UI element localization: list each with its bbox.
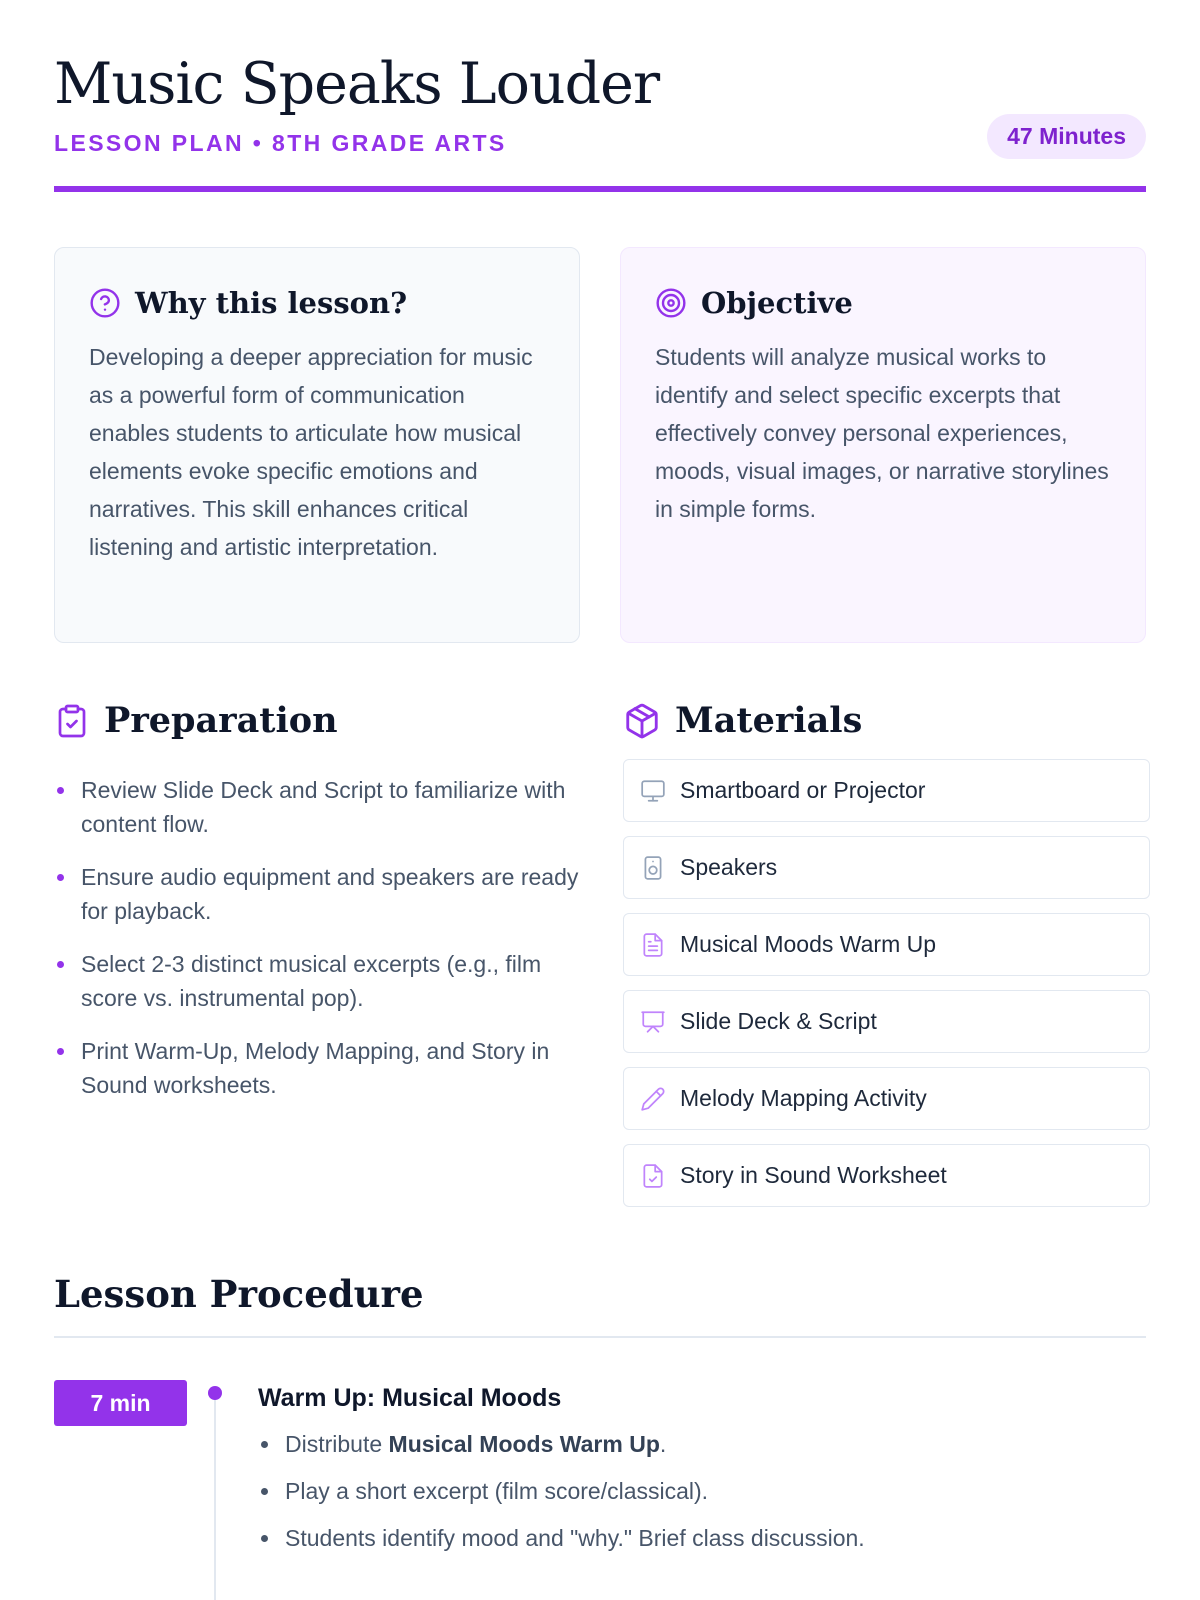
list-item-bold: Musical Moods Warm Up [388,1431,660,1457]
help-circle-icon [89,287,121,319]
page-title: Music Speaks Louder [54,51,660,117]
clipboard-check-icon [54,702,90,740]
step-list [258,1427,1146,1555]
file-check-icon [640,1163,666,1189]
material-label: Story in Sound Worksheet [680,1162,947,1188]
package-icon [623,702,661,740]
material-label: Slide Deck & Script [680,1008,877,1034]
procedure-title: Lesson Procedure [54,1272,1146,1338]
material-item [623,1144,1150,1207]
materials-title: Materials [675,700,863,741]
materials-section [623,700,1150,1221]
step-time-badge: 7 min [54,1380,187,1426]
preparation-section [54,700,584,1121]
monitor-icon [640,778,666,804]
page-subtitle: LESSON PLAN • 8TH GRADE ARTS [54,130,507,156]
material-label: Melody Mapping Activity [680,1085,927,1111]
material-label: Smartboard or Projector [680,777,926,803]
step-title: Warm Up: Musical Moods [258,1384,562,1412]
list-item-text: . [659,1431,667,1457]
list-item-text: Distribute [285,1431,389,1457]
objective-body: Students will analyze musical works to identify and select specific excerpts that effectively convey personal experiences, moods, visual images, or narrative storylines in simple forms. [655,344,1109,522]
material-label: Musical Moods Warm Up [680,931,937,957]
why-card [54,247,580,643]
presentation-icon [640,1009,666,1035]
lesson-header [54,0,1146,192]
material-item [623,759,1150,822]
material-item [623,836,1150,899]
list-item: Play a short excerpt (film score/classical). [258,1474,1146,1508]
timeline-line [214,1398,216,1600]
list-item: Review Slide Deck and Script to familiarize with content flow. [54,773,584,841]
intro-cards [54,247,1146,643]
pencil-icon [640,1086,666,1112]
target-icon [655,287,687,319]
objective-card [620,247,1146,643]
objective-title: Objective [701,286,853,320]
list-item: Students identify mood and "why." Brief class discussion. [258,1521,1146,1555]
material-item [623,990,1150,1053]
duration-badge: 47 Minutes [987,114,1146,159]
materials-list [623,759,1150,1207]
timeline-dot [208,1386,222,1400]
step-body [258,1384,1146,1568]
file-text-icon [640,932,666,958]
material-item [623,1067,1150,1130]
list-item: Ensure audio equipment and speakers are ready for playback. [54,860,584,928]
speaker-icon [640,855,666,881]
why-body: Developing a deeper appreciation for music as a powerful form of communication enables students to articulate how musical elements evoke specific emotions and narratives. This skill enhances critical listening and artistic interpretation. [89,344,533,560]
list-item [258,1427,1146,1461]
preparation-list [54,773,584,1102]
why-title: Why this lesson? [135,286,408,320]
procedure-section [54,1272,1146,1600]
list-item: Print Warm-Up, Melody Mapping, and Story in Sound worksheets. [54,1034,584,1102]
preparation-title: Preparation [104,700,338,741]
procedure-step [54,1380,1146,1600]
material-item [623,913,1150,976]
list-item: Select 2-3 distinct musical excerpts (e.g., film score vs. instrumental pop). [54,947,584,1015]
material-label: Speakers [680,854,778,880]
